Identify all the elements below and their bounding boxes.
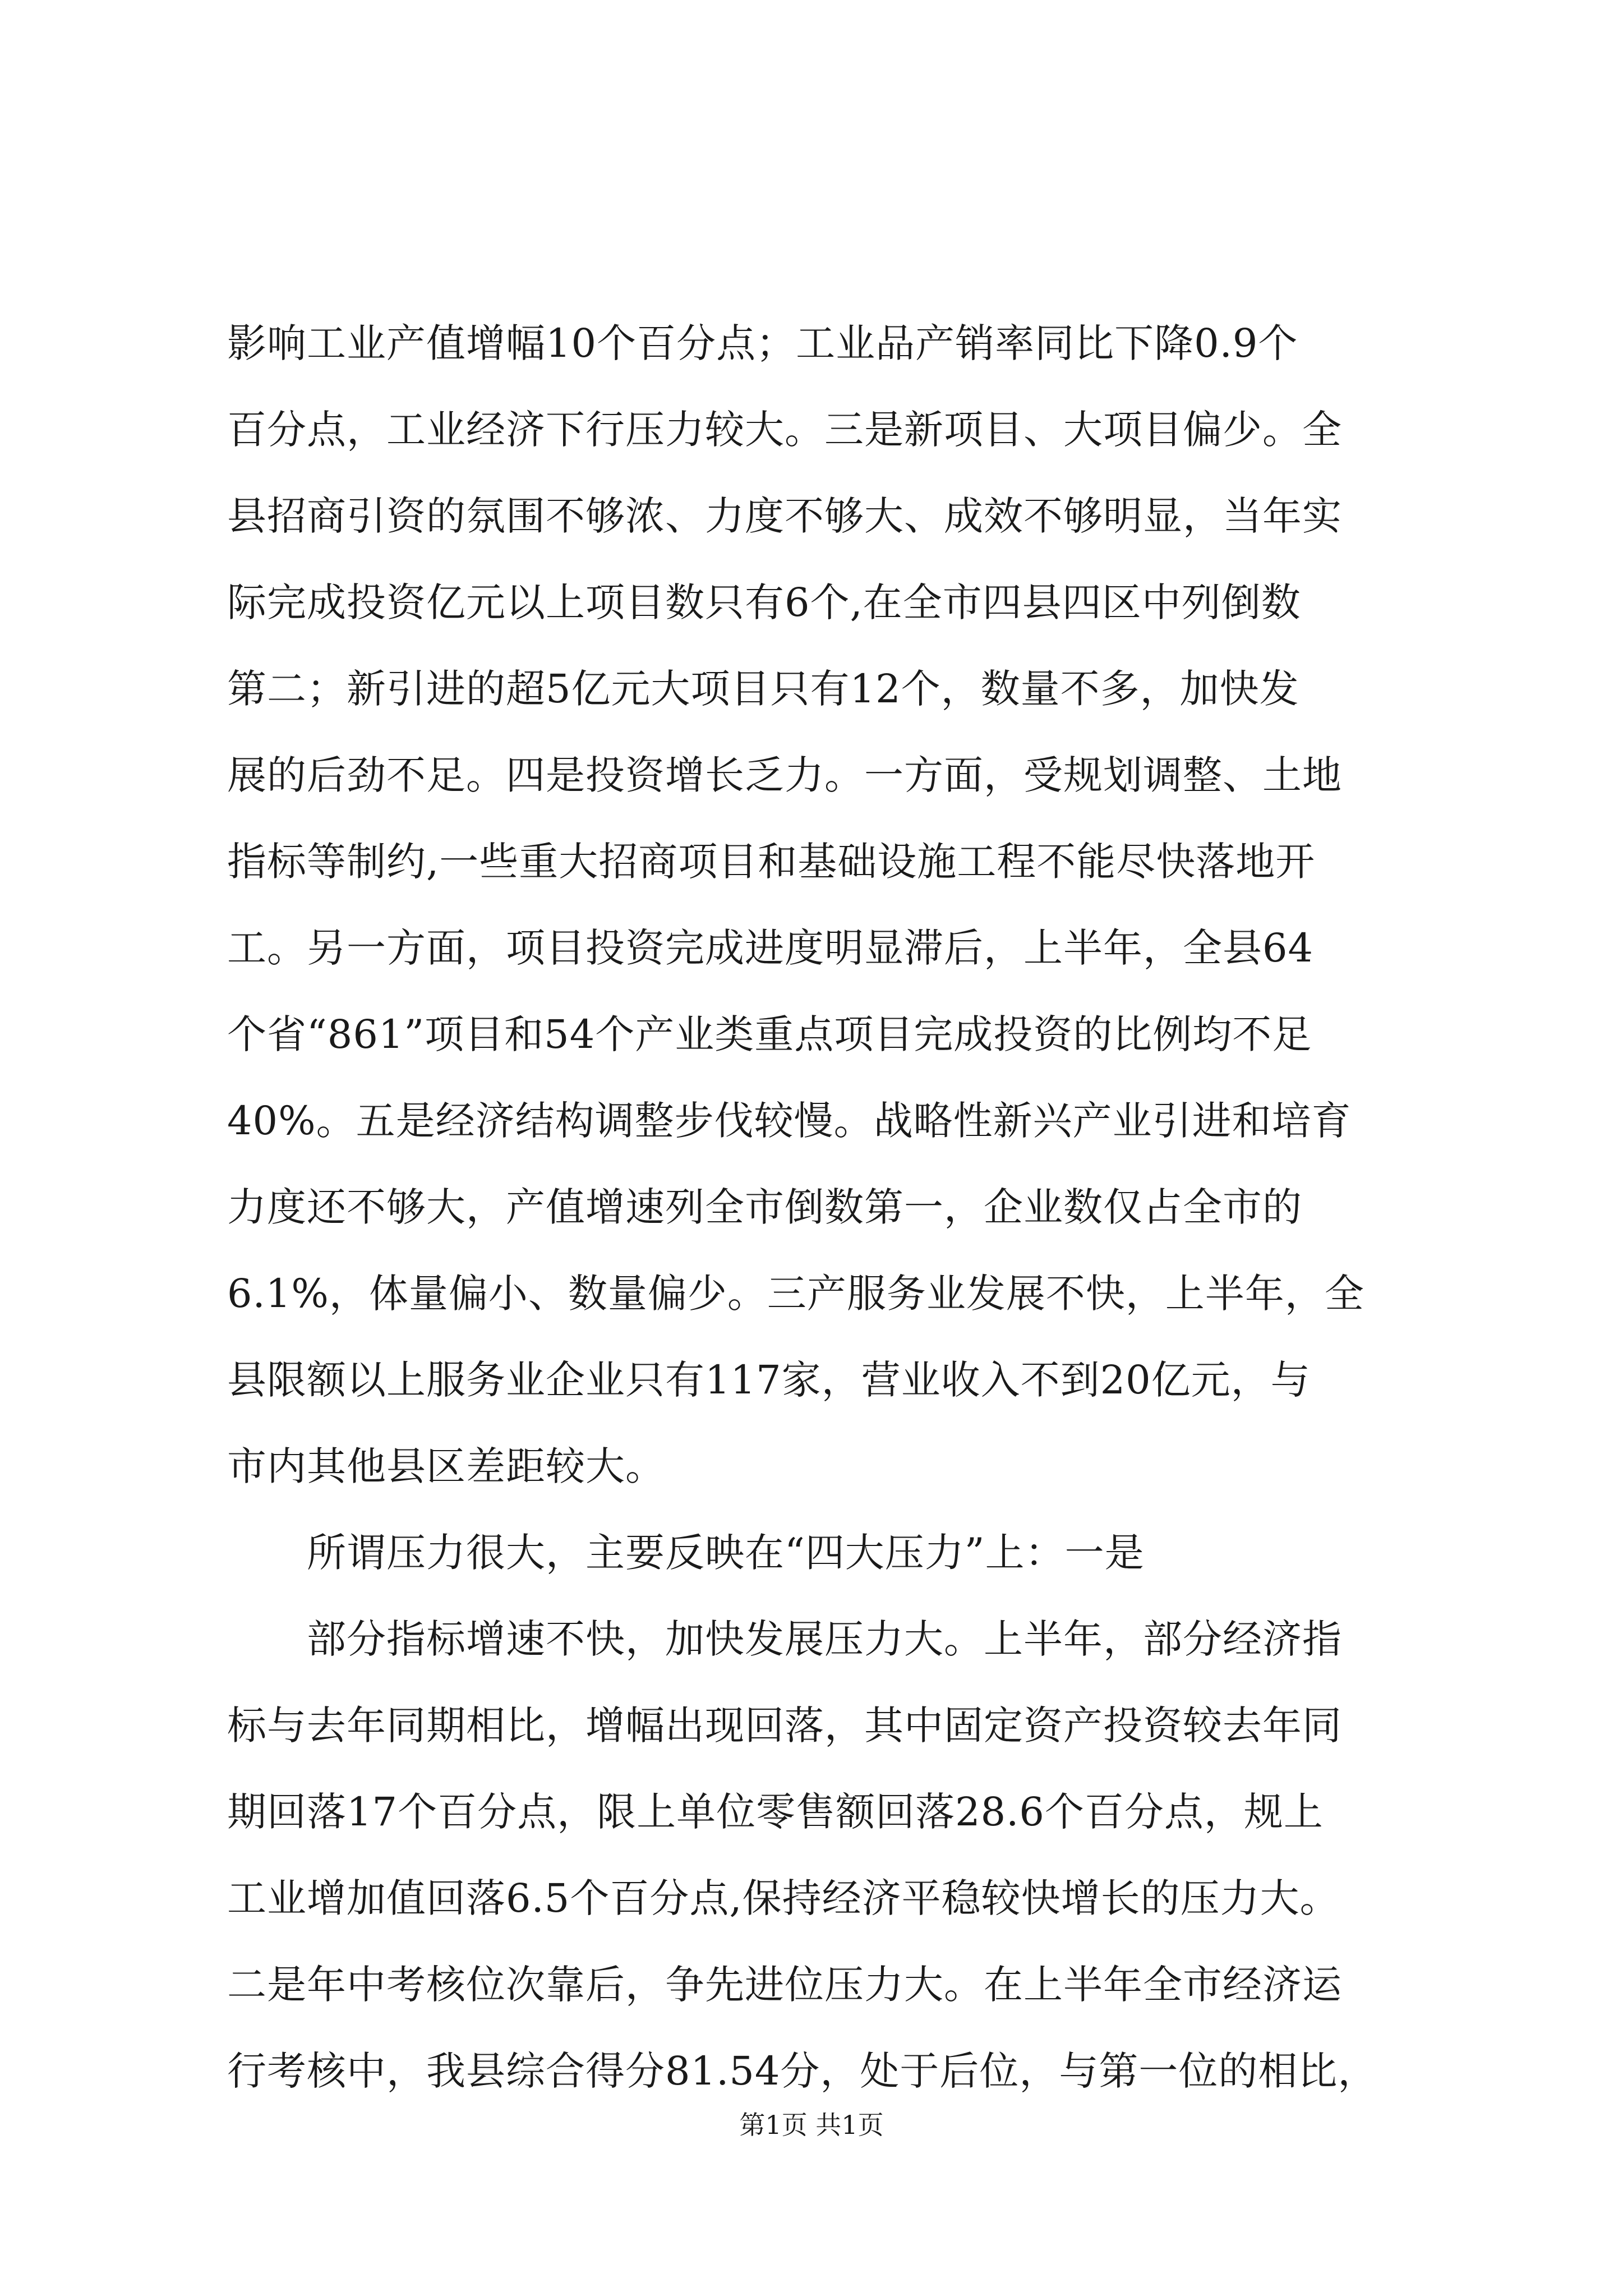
text-line: 工。另一方面，项目投资完成进度明显滞后，上半年，全县64 <box>227 925 1314 971</box>
text-line: 标与去年同期相比，增幅出现回落，其中固定资产投资较去年同 <box>227 1703 1342 1749</box>
text-line: 力度还不够大，产值增速列全市倒数第一，企业数仅占全市的 <box>227 1184 1302 1230</box>
text-line: 际完成投资亿元以上项目数只有6个,在全市四县四区中列倒数 <box>227 579 1301 625</box>
text-line: 所谓压力很大，主要反映在“四大压力”上：一是 <box>227 1530 1145 1576</box>
text-line: 40%。五是经济结构调整步伐较慢。战略性新兴产业引进和培育 <box>227 1098 1352 1144</box>
page-footer: 第1页 共1页 <box>739 2110 884 2140</box>
text-line: 二是年中考核位次靠后，争先进位压力大。在上半年全市经济运 <box>227 1962 1342 2008</box>
text-line: 个省“861”项目和54个产业类重点项目完成投资的比例均不足 <box>227 1011 1312 1057</box>
text-line: 第二；新引进的超5亿元大项目只有12个，数量不多，加快发 <box>227 666 1299 712</box>
text-line: 行考核中，我县综合得分81.54分，处于后位，与第一位的相比， <box>227 2048 1378 2094</box>
text-line: 县限额以上服务业企业只有117家，营业收入不到20亿元，与 <box>227 1357 1311 1403</box>
text-line: 影响工业产值增幅10个百分点；工业品产销率同比下降0.9个 <box>227 320 1298 366</box>
text-line: 期回落17个百分点，限上单位零售额回落28.6个百分点，规上 <box>227 1789 1324 1835</box>
text-line: 展的后劲不足。四是投资增长乏力。一方面，受规划调整、土地 <box>227 752 1342 798</box>
text-line: 6.1%，体量偏小、数量偏少。三产服务业发展不快，上半年，全 <box>227 1271 1364 1317</box>
text-line: 工业增加值回落6.5个百分点,保持经济平稳较快增长的压力大。 <box>227 1875 1340 1921</box>
text-line: 部分指标增速不快，加快发展压力大。上半年，部分经济指 <box>227 1616 1342 1662</box>
body-text <box>227 300 1410 2114</box>
text-line: 市内其他县区差距较大。 <box>227 1443 665 1489</box>
text-line: 指标等制约,一些重大招商项目和基础设施工程不能尽快落地开 <box>227 839 1316 885</box>
text-line: 百分点，工业经济下行压力较大。三是新项目、大项目偏少。全 <box>227 407 1342 453</box>
text-line: 县招商引资的氛围不够浓、力度不够大、成效不够明显，当年实 <box>227 493 1342 539</box>
